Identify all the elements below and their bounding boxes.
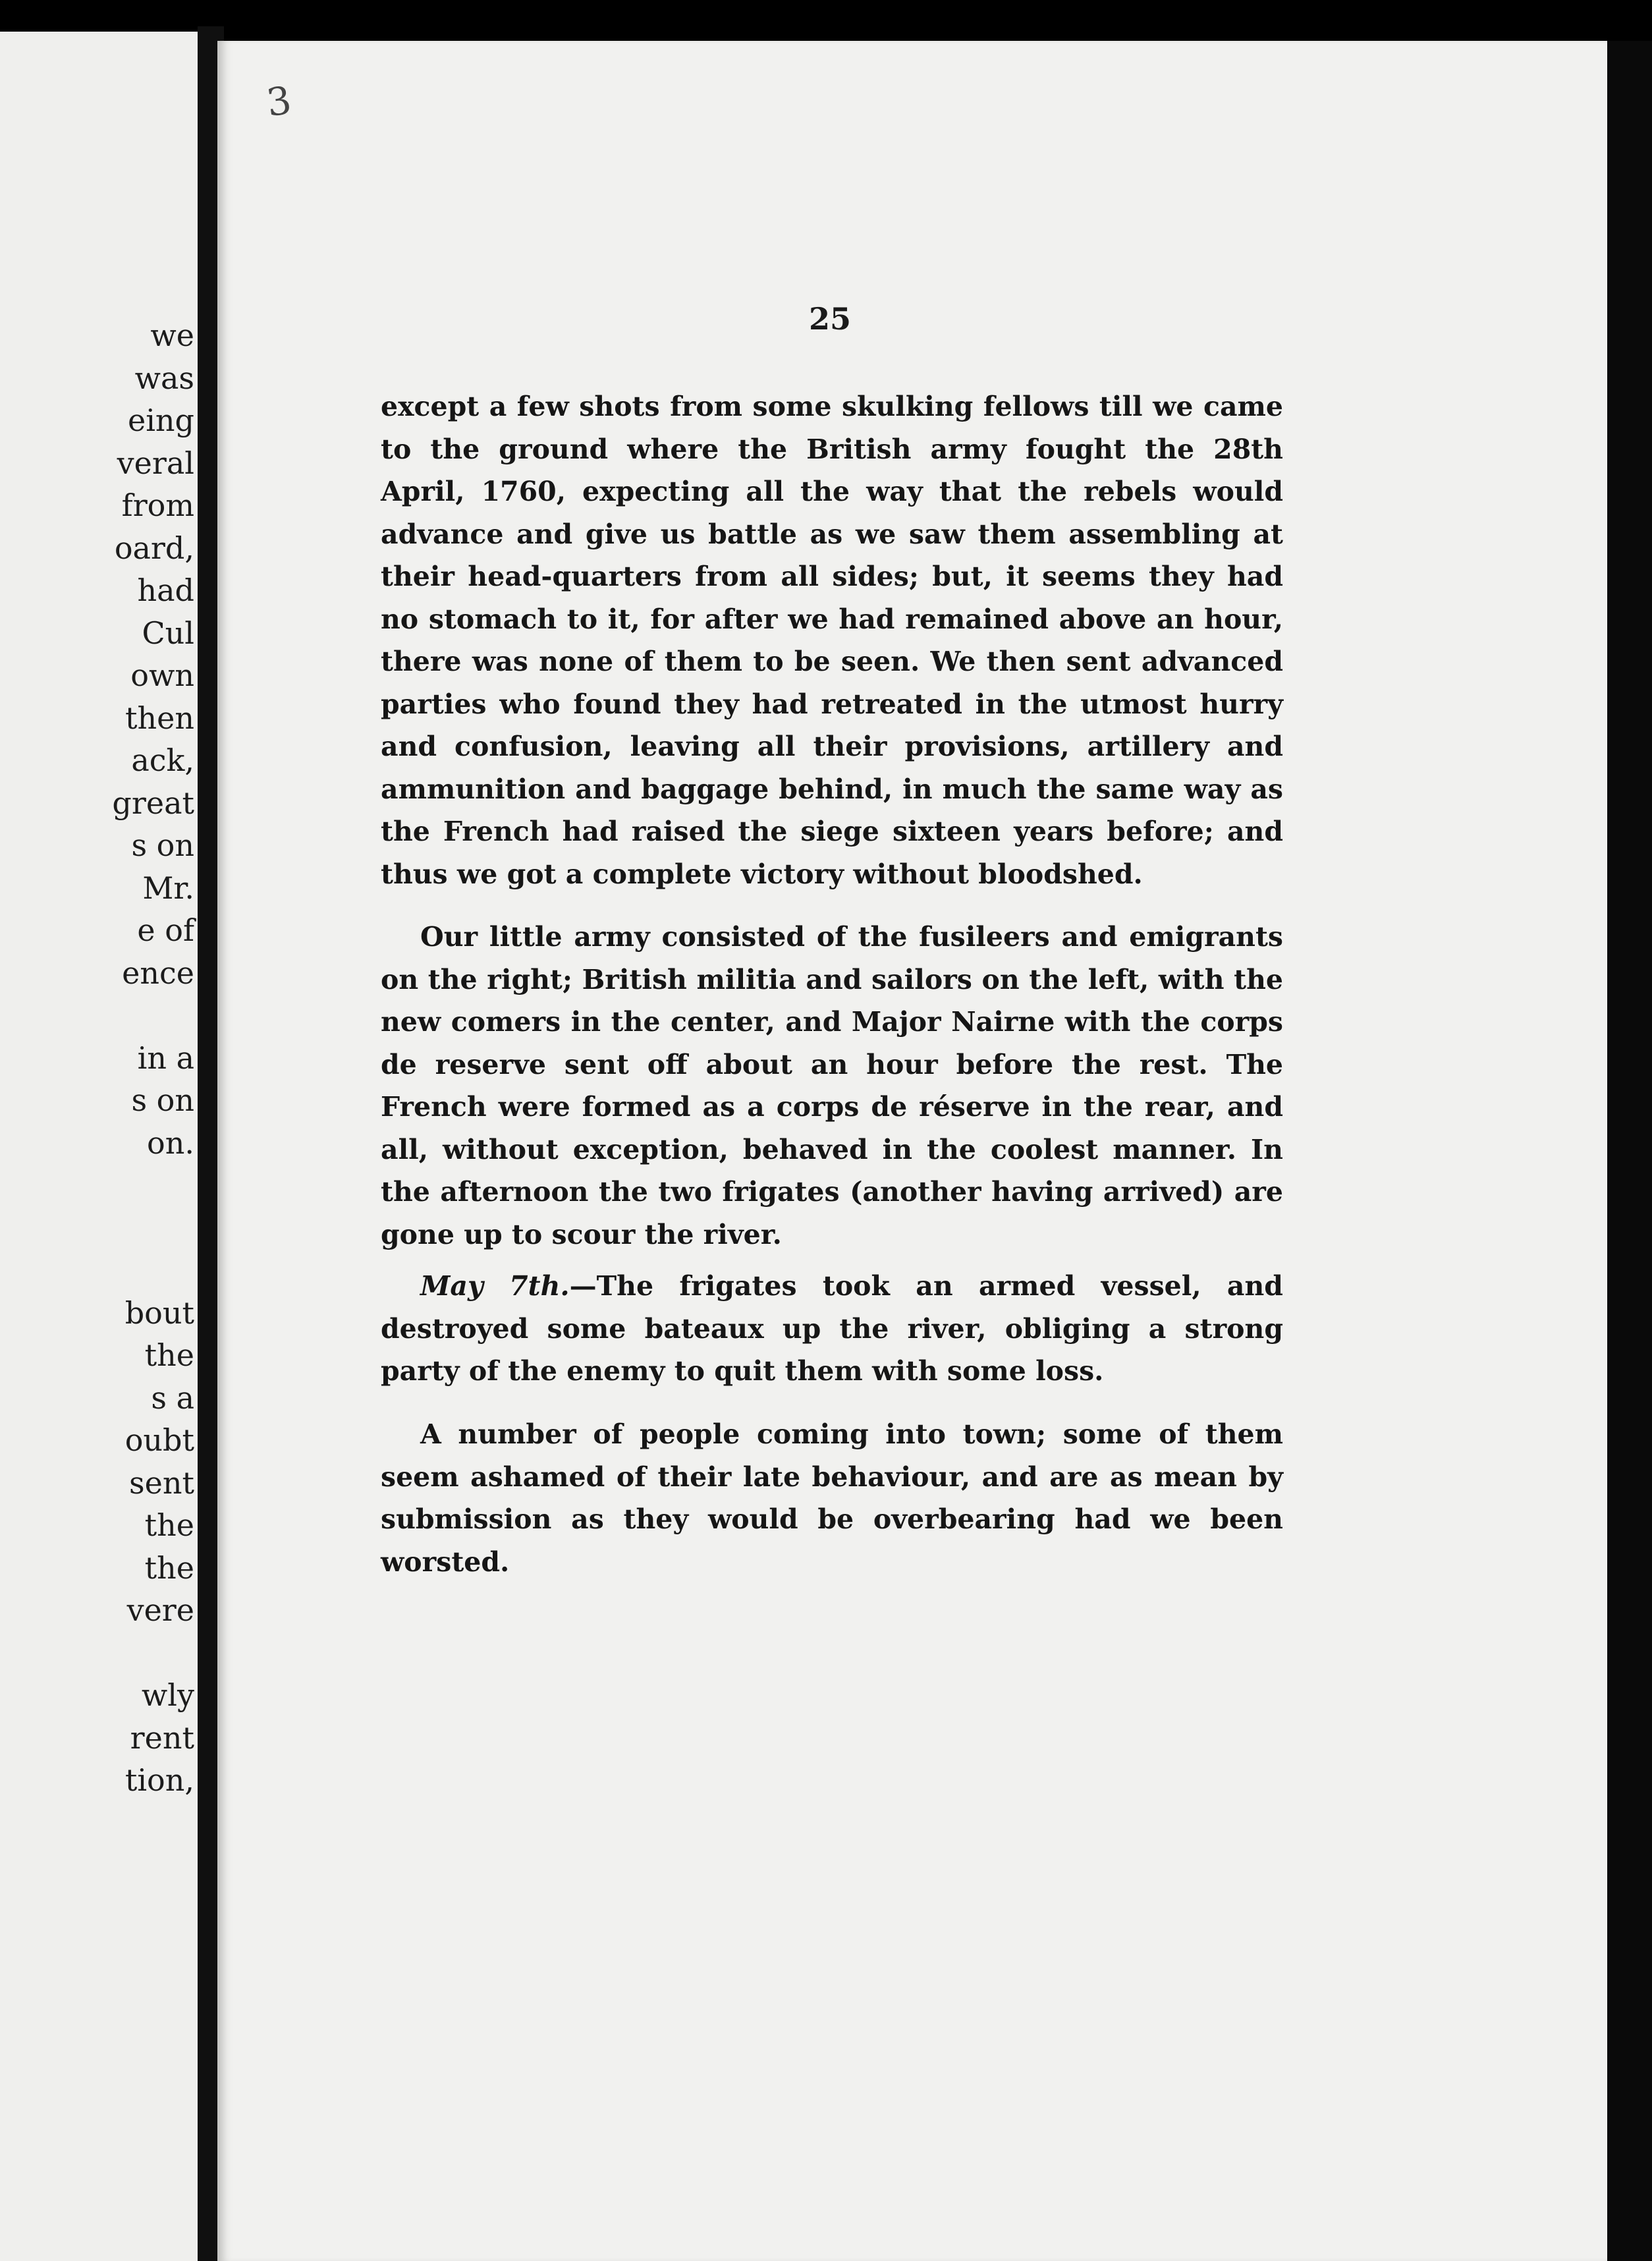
left-page-line-fragment: the xyxy=(144,1507,194,1543)
left-page-line-fragment: tion, xyxy=(124,1762,194,1798)
left-page-line-fragment: the xyxy=(144,1549,194,1586)
left-page-line-fragment: Mr. xyxy=(142,870,194,906)
paragraph-text: A number of people coming into town; some of them seem ashamed of their late behaviour, and are as mean by submission as they would be overbearing had we been worsted. xyxy=(381,1418,1283,1578)
left-page-line-fragment: s a xyxy=(151,1380,194,1416)
left-page-line-fragment: the xyxy=(144,1337,194,1373)
scan-top-border xyxy=(0,0,1652,41)
paragraph-text: except a few shots from some skulking fellows till we came to the ground where the British army fought the 28th April, 1760, expecting all the way that the rebels would advance and give us battle as we saw them assembling at their head-quarters from all sides; but, it seems they had no stomach to it, for after we had remained above an hour, there was none of them to be seen. We then sent advanced parties who found they had retreated in the utmost hurry and confusion, leaving all their provisions, artillery and ammunition and baggage behind, in much the same way as the French had raised the siege sixteen years before; and thus we got a complete victory without bloodshed. xyxy=(381,391,1283,890)
left-page-line-fragment: bout xyxy=(124,1295,194,1331)
margin-pencil-mark: 3 xyxy=(263,77,294,126)
left-page-line-fragment: oubt xyxy=(124,1422,194,1458)
paragraph-2 xyxy=(381,916,1283,1256)
left-page-line-fragment: own xyxy=(130,657,194,693)
left-page-line-fragment: Cul xyxy=(142,615,194,651)
left-page-line-fragment: vere xyxy=(126,1592,194,1628)
left-page-edge xyxy=(0,32,201,2261)
paragraph-4 xyxy=(381,1413,1283,1583)
paragraph-3 xyxy=(381,1265,1283,1393)
left-page-line-fragment: s on xyxy=(131,1082,194,1118)
left-page-line-fragment: had xyxy=(137,572,194,608)
page-number: 25 xyxy=(809,301,852,337)
date-heading: May 7th. xyxy=(420,1270,570,1302)
left-page-line-fragment: e of xyxy=(137,912,194,948)
left-page-line-fragment: on. xyxy=(147,1125,194,1161)
left-page-line-fragment: ack, xyxy=(131,742,194,778)
left-page-line-fragment: in a xyxy=(137,1040,194,1076)
left-page-line-fragment: great xyxy=(112,785,194,821)
left-page-line-fragment: was xyxy=(134,360,194,396)
left-page-line-fragment: eing xyxy=(127,403,194,438)
left-page-line-fragment: wly xyxy=(141,1677,194,1713)
left-page-line-fragment: then xyxy=(125,700,194,736)
left-page-line-fragment: we xyxy=(150,318,194,353)
left-page-line-fragment: ence xyxy=(122,955,194,991)
paragraph-text: —The frigates took an armed vessel, and destroyed some bateaux up the river, obliging a strong party of the enemy to quit them with some loss. xyxy=(381,1270,1283,1387)
left-page-line-fragment: sent xyxy=(129,1465,194,1501)
left-page-line-fragment: rent xyxy=(130,1719,194,1756)
left-page-line-fragment: oard, xyxy=(114,530,194,566)
left-page-line-fragment: from xyxy=(121,488,194,523)
scan-right-border xyxy=(1607,41,1652,2261)
paragraph-1 xyxy=(381,385,1283,895)
paragraph-text: Our little army consisted of the fusileers and emigrants on the right; British militia and sailors on the left, with the new comers in the center, and Major Nairne with the corps de reserve sent off about an hour before the rest. The French were formed as a corps de réserve in the rear, and all, without exception, behaved in the coolest manner. In the afternoon the two frigates (another having arrived) are gone up to scour the river. xyxy=(381,921,1283,1250)
left-page-line-fragment: s on xyxy=(131,827,194,863)
left-page-line-fragment: veral xyxy=(117,445,194,481)
